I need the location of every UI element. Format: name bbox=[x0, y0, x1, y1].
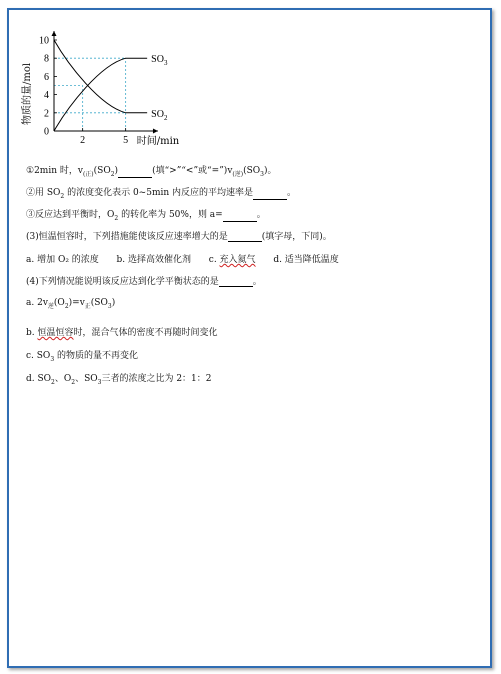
x-axis-arrow bbox=[153, 129, 158, 134]
series-label-so3: $SO_3$ bbox=[151, 54, 168, 68]
question-5-option-c: c. $SO_3$ 的物质的量不再变化 bbox=[26, 351, 139, 363]
question-4: (3)恒温恒容时，下列措施能使该反应速率增大的是 (填字母，下同)。 bbox=[26, 232, 332, 242]
y-tick-label: 6 bbox=[44, 71, 49, 83]
chart-y-axis-label: 物质的量/mol bbox=[22, 62, 33, 125]
answer-blank[interactable] bbox=[228, 241, 262, 242]
option-d: d. 适当降低温度 bbox=[273, 255, 339, 265]
answer-blank[interactable] bbox=[253, 199, 287, 200]
x-tick-label: 5 bbox=[123, 135, 129, 146]
question-5-option-a: a. $2v_逆(O_2)=v_正(SO_3)$ bbox=[26, 298, 116, 310]
series-line-so2 bbox=[54, 40, 147, 113]
y-tick-label: 2 bbox=[44, 108, 49, 120]
option-a: a. 增加 O₂ 的浓度 bbox=[26, 255, 99, 265]
question-2: ②用 $SO_2$ 的浓度变化表示 0~5min 内反应的平均速率是 。 bbox=[26, 188, 297, 200]
y-tick-label: 0 bbox=[44, 126, 49, 138]
y-tick-label: 10 bbox=[39, 35, 49, 47]
series-label-subscript: 2 bbox=[163, 113, 168, 122]
question-5-option-b: b. 恒温恒容时，混合气体的密度不再随时间变化 bbox=[26, 328, 218, 338]
series-label-subscript: 3 bbox=[163, 59, 168, 68]
series-label-so2: $SO_2$ bbox=[151, 108, 168, 122]
x-axis-label: 时间/min bbox=[136, 136, 180, 147]
y-tick-label: 8 bbox=[44, 53, 49, 65]
chart-svg bbox=[24, 28, 214, 148]
answer-blank[interactable] bbox=[219, 286, 253, 287]
option-c: c. 充入氦气 bbox=[208, 255, 256, 265]
question-4-options bbox=[26, 252, 339, 265]
question-5-option-d: d. $SO_2$、$O_2$、$SO_3$三者的浓度之比为 2：1：2 bbox=[26, 374, 212, 386]
option-b: b. 选择高效催化剂 bbox=[116, 255, 192, 265]
question-3: ③反应达到平衡时，$O_2$ 的转化率为 50%，则 a= 。 bbox=[26, 210, 266, 222]
y-tick-label: 4 bbox=[44, 90, 49, 102]
question-1: ①2min 时，$v_{(正)}(SO_2)$ (填“>”“<”或“$=”)v_{(逆)}(SO_3)$。 bbox=[26, 166, 277, 178]
line-chart bbox=[24, 28, 214, 148]
series-line-so3 bbox=[54, 58, 147, 131]
answer-blank[interactable] bbox=[223, 221, 257, 222]
question-5: (4)下列情况能说明该反应达到化学平衡状态的是 。 bbox=[26, 277, 262, 287]
x-tick-label: 2 bbox=[80, 135, 86, 146]
y-axis-arrow bbox=[52, 31, 57, 36]
answer-blank[interactable] bbox=[118, 177, 152, 178]
